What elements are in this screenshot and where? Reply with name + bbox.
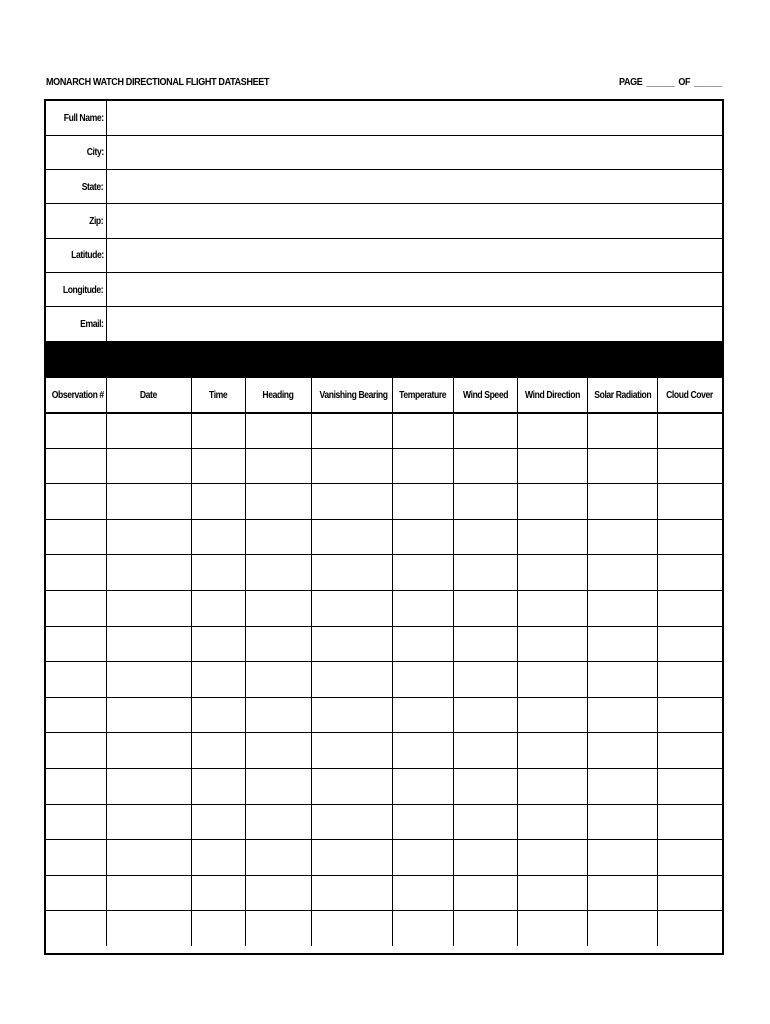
table-cell-heading[interactable]	[245, 662, 311, 698]
column-header-text: Cloud Cover	[666, 388, 714, 401]
table-cell-time[interactable]	[191, 448, 245, 484]
table-cell-cloud-cover[interactable]	[657, 591, 722, 627]
table-cell-wind-direction[interactable]	[517, 697, 587, 733]
table-cell-time[interactable]	[191, 555, 245, 591]
table-cell-wind-direction[interactable]	[517, 555, 587, 591]
table-cell-temperature[interactable]	[392, 484, 453, 520]
table-cell-vanishing-bearing[interactable]	[311, 626, 392, 662]
table-cell-temperature[interactable]	[392, 555, 453, 591]
table-row	[46, 413, 722, 449]
table-cell-solar-radiation[interactable]	[587, 413, 657, 449]
table-cell-observation[interactable]	[46, 662, 106, 698]
table-cell-wind-direction[interactable]	[517, 519, 587, 555]
table-cell-time[interactable]	[191, 840, 245, 876]
table-cell-wind-speed[interactable]	[453, 840, 517, 876]
table-row	[46, 769, 722, 805]
table-cell-solar-radiation[interactable]	[587, 769, 657, 805]
table-cell-wind-direction[interactable]	[517, 448, 587, 484]
field-input-zip[interactable]	[106, 204, 722, 238]
column-header-text: Vanishing Bearing	[318, 388, 388, 401]
table-cell-temperature[interactable]	[392, 448, 453, 484]
table-cell-cloud-cover[interactable]	[657, 697, 722, 733]
table-cell-time[interactable]	[191, 591, 245, 627]
table-row	[46, 804, 722, 840]
table-cell-observation[interactable]	[46, 769, 106, 805]
table-cell-time[interactable]	[191, 769, 245, 805]
table-cell-wind-speed[interactable]	[453, 769, 517, 805]
column-header-text: Time	[208, 388, 228, 401]
table-cell-date[interactable]	[106, 875, 191, 911]
table-cell-time[interactable]	[191, 484, 245, 520]
table-row	[46, 519, 722, 555]
table-cell-temperature[interactable]	[392, 804, 453, 840]
table-cell-vanishing-bearing[interactable]	[311, 484, 392, 520]
table-cell-wind-speed[interactable]	[453, 413, 517, 449]
table-cell-date[interactable]	[106, 911, 191, 947]
table-cell-wind-direction[interactable]	[517, 413, 587, 449]
table-cell-temperature[interactable]	[392, 733, 453, 769]
field-label-text: State:	[82, 180, 104, 193]
table-cell-observation[interactable]	[46, 484, 106, 520]
table-cell-solar-radiation[interactable]	[587, 840, 657, 876]
field-label-state	[46, 170, 106, 204]
table-cell-date[interactable]	[106, 769, 191, 805]
observation-table-header	[46, 377, 722, 413]
table-cell-vanishing-bearing[interactable]	[311, 733, 392, 769]
table-cell-vanishing-bearing[interactable]	[311, 697, 392, 733]
table-cell-time[interactable]	[191, 626, 245, 662]
table-row	[46, 697, 722, 733]
table-cell-observation[interactable]	[46, 840, 106, 876]
field-input-email[interactable]	[106, 307, 722, 341]
table-cell-time[interactable]	[191, 697, 245, 733]
table-row	[46, 662, 722, 698]
column-header-text: Wind Direction	[524, 388, 580, 401]
column-header-time	[191, 377, 245, 413]
field-input-longitude[interactable]	[106, 272, 722, 306]
table-cell-wind-speed[interactable]	[453, 591, 517, 627]
table-row	[46, 626, 722, 662]
field-input-full-name[interactable]	[106, 101, 722, 135]
table-cell-heading[interactable]	[245, 840, 311, 876]
of-label: OF	[678, 76, 691, 88]
column-header-wind-speed	[453, 377, 517, 413]
field-label-longitude	[46, 272, 106, 306]
table-cell-heading[interactable]	[245, 555, 311, 591]
table-cell-wind-direction[interactable]	[517, 626, 587, 662]
field-label-text: Full Name:	[63, 111, 104, 124]
column-header-cloud-cover	[657, 377, 722, 413]
info-row-city	[46, 135, 722, 169]
column-header-observation	[46, 377, 106, 413]
table-cell-observation[interactable]	[46, 697, 106, 733]
column-header-temperature	[392, 377, 453, 413]
table-cell-vanishing-bearing[interactable]	[311, 413, 392, 449]
table-cell-date[interactable]	[106, 591, 191, 627]
table-cell-wind-direction[interactable]	[517, 769, 587, 805]
table-cell-solar-radiation[interactable]	[587, 804, 657, 840]
table-cell-observation[interactable]	[46, 626, 106, 662]
field-label-full-name	[46, 101, 106, 135]
table-cell-date[interactable]	[106, 733, 191, 769]
table-cell-observation[interactable]	[46, 591, 106, 627]
info-row-zip	[46, 204, 722, 238]
table-cell-date[interactable]	[106, 626, 191, 662]
table-cell-temperature[interactable]	[392, 519, 453, 555]
table-cell-vanishing-bearing[interactable]	[311, 519, 392, 555]
table-cell-date[interactable]	[106, 519, 191, 555]
table-cell-time[interactable]	[191, 519, 245, 555]
table-cell-date[interactable]	[106, 697, 191, 733]
table-cell-heading[interactable]	[245, 591, 311, 627]
page-label: PAGE	[618, 76, 643, 88]
page-title: MONARCH WATCH DIRECTIONAL FLIGHT DATASHEET	[46, 76, 270, 88]
table-cell-observation[interactable]	[46, 804, 106, 840]
info-row-longitude	[46, 272, 722, 306]
table-cell-temperature[interactable]	[392, 413, 453, 449]
column-header-text: Solar Radiation	[593, 388, 651, 401]
table-cell-wind-speed[interactable]	[453, 733, 517, 769]
table-cell-observation[interactable]	[46, 448, 106, 484]
table-cell-time[interactable]	[191, 662, 245, 698]
table-cell-cloud-cover[interactable]	[657, 448, 722, 484]
column-header-text: Date	[139, 388, 158, 401]
table-row	[46, 733, 722, 769]
field-label-zip	[46, 204, 106, 238]
page-number-blank[interactable]: ______	[646, 76, 675, 88]
table-cell-cloud-cover[interactable]	[657, 911, 722, 947]
table-cell-wind-speed[interactable]	[453, 519, 517, 555]
table-cell-vanishing-bearing[interactable]	[311, 804, 392, 840]
table-row	[46, 555, 722, 591]
table-cell-date[interactable]	[106, 840, 191, 876]
field-label-text: Latitude:	[70, 249, 104, 262]
table-cell-heading[interactable]	[245, 911, 311, 947]
table-cell-cloud-cover[interactable]	[657, 769, 722, 805]
table-cell-cloud-cover[interactable]	[657, 804, 722, 840]
table-cell-vanishing-bearing[interactable]	[311, 555, 392, 591]
table-cell-solar-radiation[interactable]	[587, 697, 657, 733]
table-cell-date[interactable]	[106, 413, 191, 449]
table-cell-date[interactable]	[106, 448, 191, 484]
table-cell-heading[interactable]	[245, 875, 311, 911]
column-header-text: Observation #	[51, 388, 104, 401]
field-input-city[interactable]	[106, 135, 722, 169]
table-row	[46, 911, 722, 947]
table-cell-date[interactable]	[106, 484, 191, 520]
table-cell-time[interactable]	[191, 733, 245, 769]
field-input-latitude[interactable]	[106, 238, 722, 272]
field-label-text: Longitude:	[63, 283, 104, 296]
table-cell-cloud-cover[interactable]	[657, 662, 722, 698]
table-row	[46, 484, 722, 520]
info-row-email	[46, 307, 722, 341]
table-cell-solar-radiation[interactable]	[587, 875, 657, 911]
table-cell-wind-speed[interactable]	[453, 626, 517, 662]
table-cell-wind-speed[interactable]	[453, 804, 517, 840]
table-cell-observation[interactable]	[46, 911, 106, 947]
table-cell-temperature[interactable]	[392, 911, 453, 947]
table-cell-date[interactable]	[106, 555, 191, 591]
table-row	[46, 875, 722, 911]
info-row-state	[46, 170, 722, 204]
datasheet-form	[44, 99, 724, 955]
table-cell-solar-radiation[interactable]	[587, 591, 657, 627]
table-cell-wind-speed[interactable]	[453, 484, 517, 520]
table-cell-time[interactable]	[191, 911, 245, 947]
table-cell-observation[interactable]	[46, 413, 106, 449]
field-label-email	[46, 307, 106, 341]
table-cell-wind-speed[interactable]	[453, 875, 517, 911]
table-cell-wind-direction[interactable]	[517, 733, 587, 769]
table-cell-cloud-cover[interactable]	[657, 413, 722, 449]
table-cell-cloud-cover[interactable]	[657, 840, 722, 876]
table-row	[46, 448, 722, 484]
table-cell-observation[interactable]	[46, 733, 106, 769]
table-cell-heading[interactable]	[245, 733, 311, 769]
table-cell-wind-speed[interactable]	[453, 662, 517, 698]
table-cell-heading[interactable]	[245, 519, 311, 555]
table-cell-observation[interactable]	[46, 519, 106, 555]
table-cell-temperature[interactable]	[392, 769, 453, 805]
section-divider-band	[46, 342, 722, 377]
table-cell-solar-radiation[interactable]	[587, 626, 657, 662]
table-row	[46, 591, 722, 627]
column-header-text: Heading	[262, 388, 294, 401]
table-cell-cloud-cover[interactable]	[657, 519, 722, 555]
table-cell-vanishing-bearing[interactable]	[311, 662, 392, 698]
column-header-solar-radiation	[587, 377, 657, 413]
table-cell-temperature[interactable]	[392, 626, 453, 662]
table-cell-vanishing-bearing[interactable]	[311, 875, 392, 911]
page-total-blank[interactable]: ______	[694, 76, 723, 88]
observation-table	[46, 377, 722, 947]
table-cell-cloud-cover[interactable]	[657, 875, 722, 911]
table-cell-time[interactable]	[191, 804, 245, 840]
table-cell-time[interactable]	[191, 875, 245, 911]
table-cell-wind-direction[interactable]	[517, 840, 587, 876]
column-header-text: Temperature	[398, 388, 446, 401]
table-cell-solar-radiation[interactable]	[587, 484, 657, 520]
table-cell-observation[interactable]	[46, 875, 106, 911]
table-cell-temperature[interactable]	[392, 840, 453, 876]
table-cell-heading[interactable]	[245, 484, 311, 520]
table-cell-wind-speed[interactable]	[453, 555, 517, 591]
field-label-city	[46, 135, 106, 169]
info-row-latitude	[46, 238, 722, 272]
table-cell-temperature[interactable]	[392, 591, 453, 627]
table-cell-heading[interactable]	[245, 448, 311, 484]
table-cell-solar-radiation[interactable]	[587, 733, 657, 769]
table-cell-heading[interactable]	[245, 413, 311, 449]
table-cell-observation[interactable]	[46, 555, 106, 591]
table-cell-heading[interactable]	[245, 697, 311, 733]
table-cell-heading[interactable]	[245, 626, 311, 662]
column-header-date	[106, 377, 191, 413]
table-cell-date[interactable]	[106, 804, 191, 840]
table-row	[46, 840, 722, 876]
table-cell-cloud-cover[interactable]	[657, 555, 722, 591]
table-cell-solar-radiation[interactable]	[587, 911, 657, 947]
table-cell-cloud-cover[interactable]	[657, 733, 722, 769]
table-cell-vanishing-bearing[interactable]	[311, 591, 392, 627]
table-cell-wind-speed[interactable]	[453, 448, 517, 484]
table-cell-wind-speed[interactable]	[453, 697, 517, 733]
column-header-heading	[245, 377, 311, 413]
table-cell-vanishing-bearing[interactable]	[311, 769, 392, 805]
table-cell-vanishing-bearing[interactable]	[311, 448, 392, 484]
observer-info-table	[46, 101, 722, 342]
table-cell-time[interactable]	[191, 413, 245, 449]
table-cell-cloud-cover[interactable]	[657, 626, 722, 662]
table-cell-wind-direction[interactable]	[517, 591, 587, 627]
table-cell-wind-direction[interactable]	[517, 804, 587, 840]
table-cell-wind-direction[interactable]	[517, 484, 587, 520]
table-cell-vanishing-bearing[interactable]	[311, 911, 392, 947]
table-cell-wind-direction[interactable]	[517, 875, 587, 911]
table-cell-solar-radiation[interactable]	[587, 519, 657, 555]
field-label-latitude	[46, 238, 106, 272]
table-cell-temperature[interactable]	[392, 875, 453, 911]
table-cell-temperature[interactable]	[392, 697, 453, 733]
column-header-wind-direction	[517, 377, 587, 413]
column-header-text: Wind Speed	[462, 388, 508, 401]
table-cell-heading[interactable]	[245, 769, 311, 805]
table-cell-cloud-cover[interactable]	[657, 484, 722, 520]
table-cell-solar-radiation[interactable]	[587, 448, 657, 484]
page-number-indicator	[618, 76, 723, 88]
table-cell-wind-speed[interactable]	[453, 911, 517, 947]
column-header-vanishing-bearing	[311, 377, 392, 413]
table-cell-vanishing-bearing[interactable]	[311, 840, 392, 876]
field-label-text: Email:	[80, 317, 104, 330]
table-cell-solar-radiation[interactable]	[587, 662, 657, 698]
field-label-text: City:	[86, 146, 104, 159]
table-cell-temperature[interactable]	[392, 662, 453, 698]
field-label-text: Zip:	[89, 215, 104, 228]
table-cell-date[interactable]	[106, 662, 191, 698]
table-cell-wind-direction[interactable]	[517, 911, 587, 947]
table-cell-wind-direction[interactable]	[517, 662, 587, 698]
info-row-full-name	[46, 101, 722, 135]
table-cell-solar-radiation[interactable]	[587, 555, 657, 591]
table-cell-heading[interactable]	[245, 804, 311, 840]
field-input-state[interactable]	[106, 170, 722, 204]
